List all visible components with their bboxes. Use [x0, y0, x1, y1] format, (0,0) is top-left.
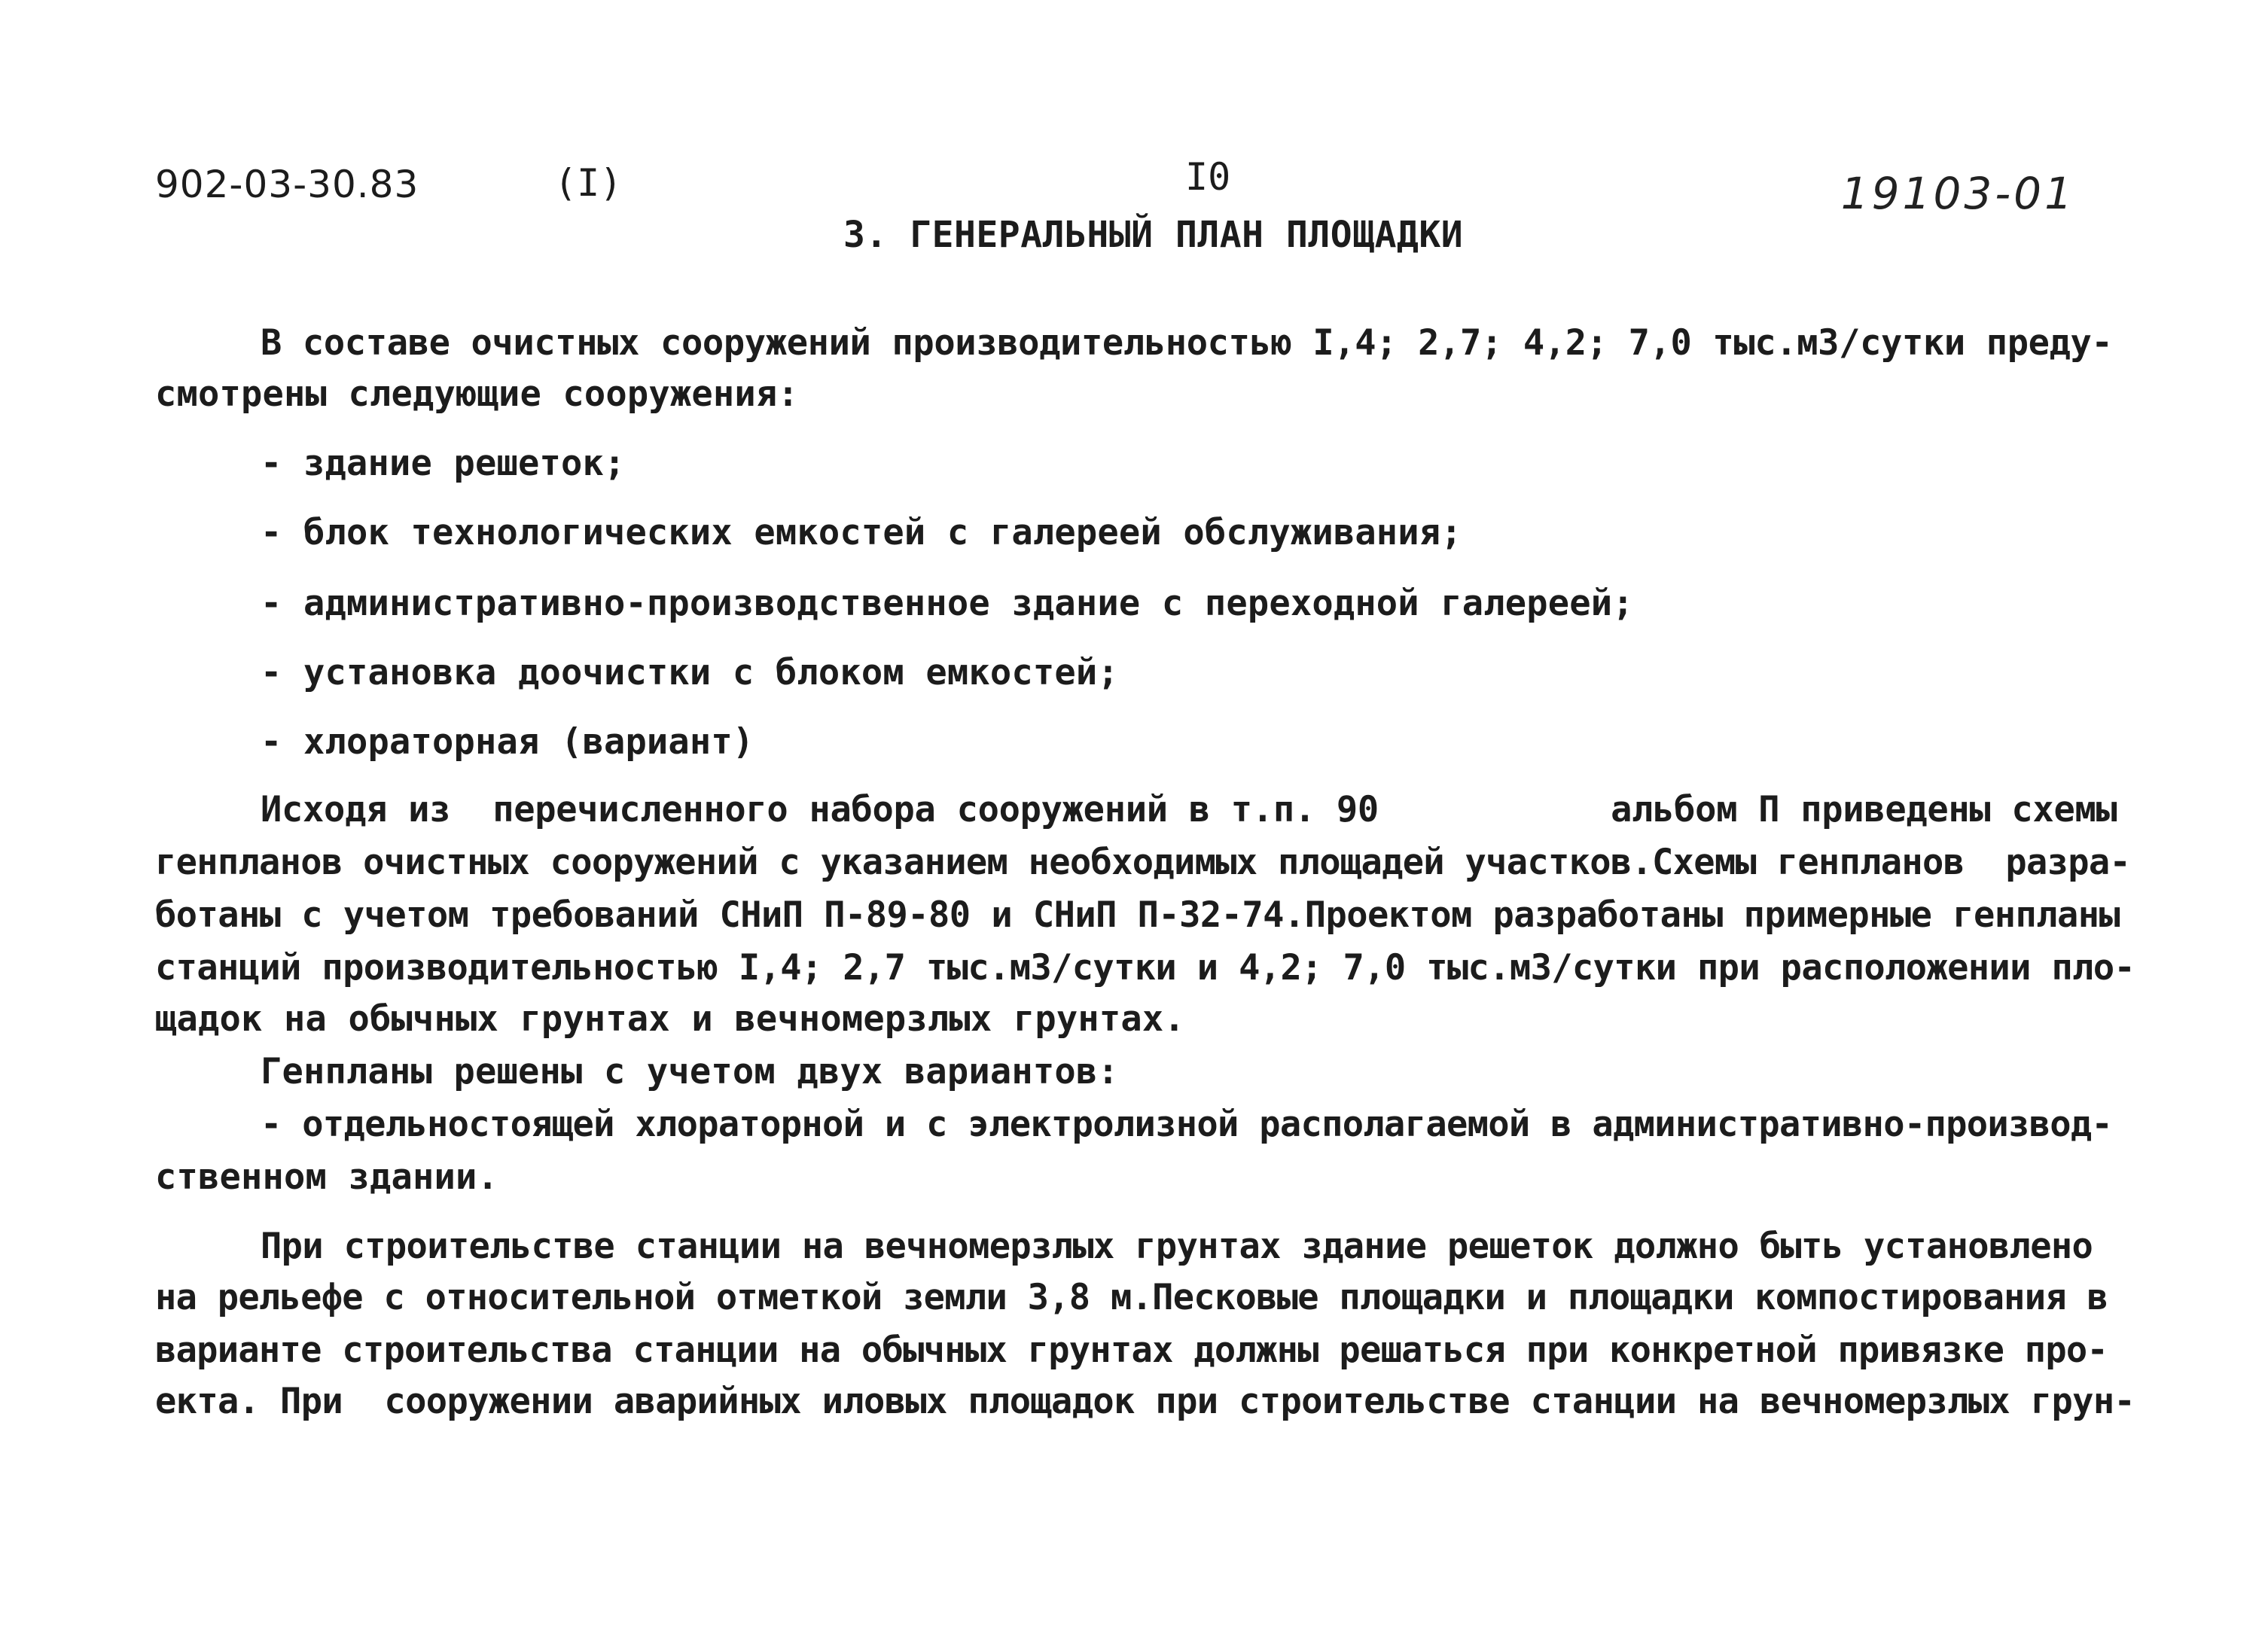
- text-line-12: щадок на обычных грунтах и вечномерзлых грунтах.: [155, 998, 1185, 1040]
- handwritten-code: 19103-01: [1840, 168, 2075, 219]
- list-item-4: - установка доочистки с блоком емкостей;: [261, 652, 1119, 693]
- text-line-9: генпланов очистных сооружений с указанием необходимых площадей участков.Схемы генпланов разра-: [155, 842, 2131, 883]
- page-number: I0: [1185, 155, 1231, 199]
- section-title: 3. ГЕНЕРАЛЬНЫЙ ПЛАН ПЛОЩАДКИ: [843, 214, 1464, 256]
- list-item-1: - здание решеток;: [261, 443, 626, 484]
- text-line-16: При строительстве станции на вечномерзлых грунтах здание решеток должно быть установлено: [261, 1226, 2093, 1267]
- list-item-5: - хлораторная (вариант): [261, 721, 754, 763]
- list-item-2: - блок технологических емкостей с галереей обслуживания;: [261, 512, 1462, 553]
- text-line-17: на рельефе с относительной отметкой земли 3,8 м.Песковые площадки и площадки компостирования в: [155, 1277, 2108, 1318]
- text-line-13: Генпланы решены с учетом двух вариантов:: [261, 1051, 1119, 1092]
- text-line-15: ственном здании.: [155, 1156, 498, 1198]
- text-line-19: екта. При сооружении аварийных иловых площадок при строительстве станции на вечномерзлых грун-: [155, 1381, 2135, 1422]
- list-item-3: - административно-производственное здание с переходной галереей;: [261, 583, 1634, 624]
- text-line-10: ботаны с учетом требований СНиП П-89-80 и СНиП П-32-74.Проектом разработаны примерные генпланы: [155, 894, 2120, 936]
- text-line-18: варианте строительства станции на обычных грунтах должны решаться при конкретной привязке про-: [155, 1330, 2108, 1371]
- part-number: (I): [554, 161, 623, 205]
- text-line-8: Исходя из перечисленного набора сооружений в т.п. 90 альбом П приведены схемы: [261, 789, 2117, 830]
- text-line-2: смотрены следующие сооружения:: [155, 373, 799, 415]
- document-code: 902-03-30.83: [155, 163, 419, 206]
- text-line-1: В составе очистных сооружений производительностью I,4; 2,7; 4,2; 7,0 тыс.м3/сутки преду-: [261, 322, 2113, 364]
- text-line-14: - отдельностоящей хлораторной и с электролизной располагаемой в административно-производ-: [261, 1104, 2113, 1145]
- text-line-11: станций производительностью I,4; 2,7 тыс.м3/сутки и 4,2; 7,0 тыс.м3/сутки при расположении пло-: [155, 947, 2135, 989]
